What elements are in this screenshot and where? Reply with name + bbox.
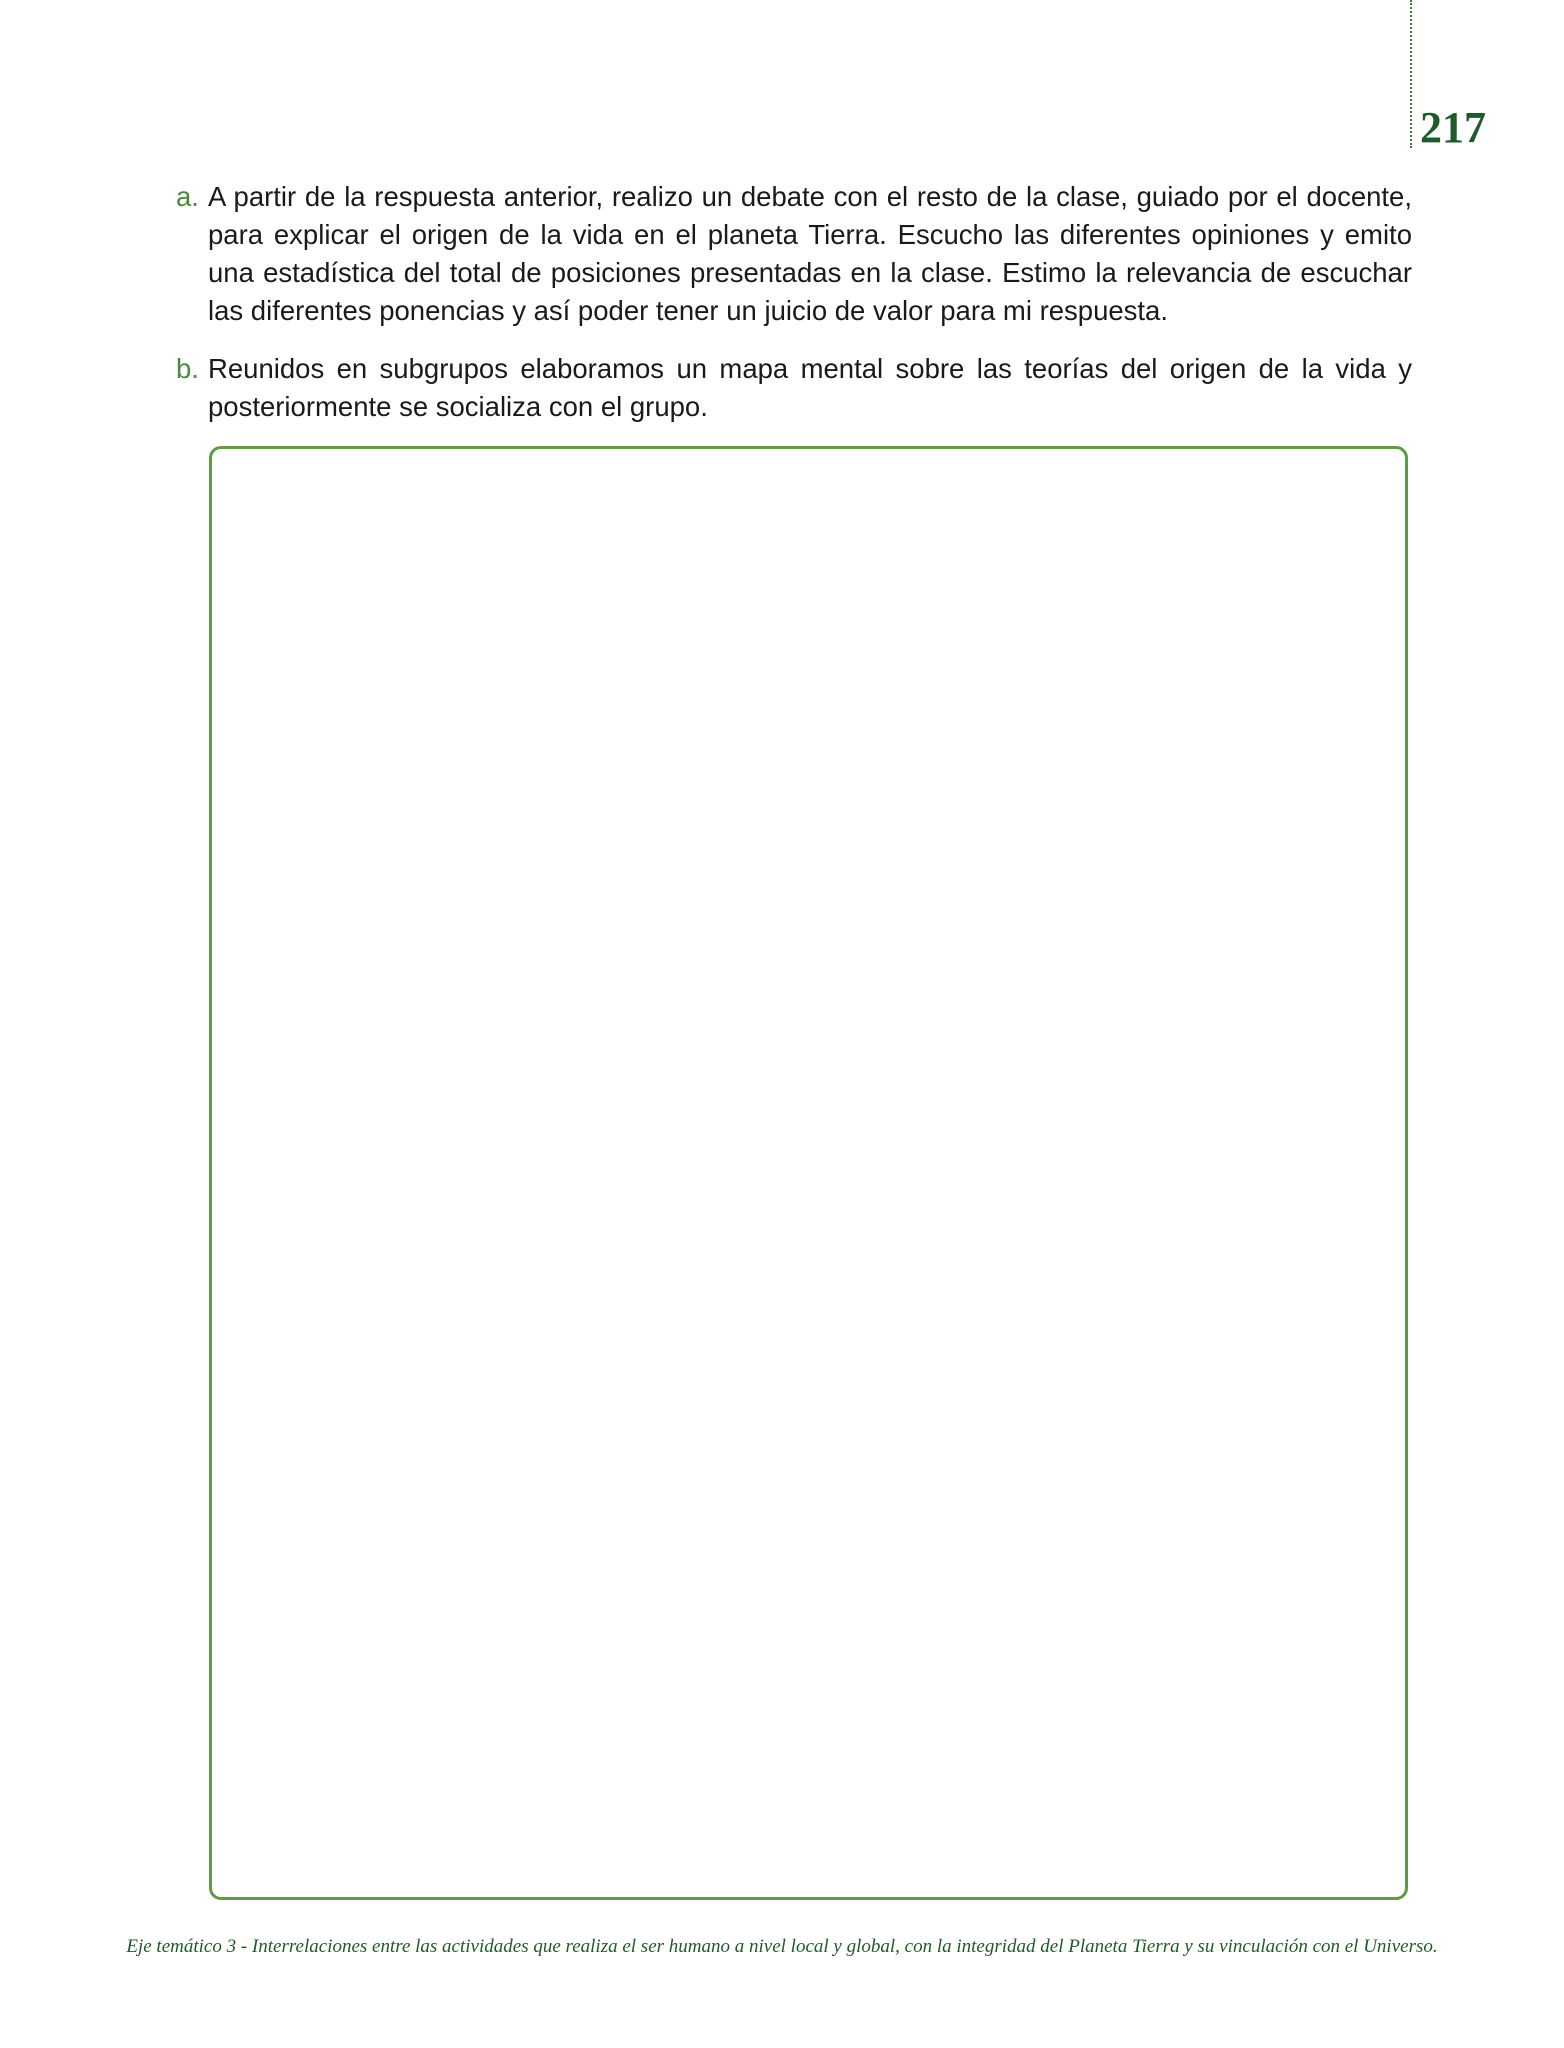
footer-caption: Eje temático 3 - Interrelaciones entre las actividades que realiza el ser humano a nivel local y global, con la integridad del Planeta Tierra y su vinculación con el Universo. <box>126 1936 1438 1957</box>
page-number: 217 <box>1420 103 1486 152</box>
question-a <box>176 178 1412 330</box>
question-list <box>176 178 1412 446</box>
header-dotted-rule <box>1410 0 1412 148</box>
question-letter: b. <box>176 353 199 384</box>
question-text: A partir de la respuesta anterior, realizo un debate con el resto de la clase, guiado por el docente, para explicar el origen de la vida en el planeta Tierra. Escucho las diferentes opiniones y emito una estadística del total de posiciones presentadas en la clase. Estimo la relevancia de escuchar las diferentes ponencias y así poder tener un juicio de valor para mi respuesta. <box>208 181 1412 326</box>
question-text: Reunidos en subgrupos elaboramos un mapa mental sobre las teorías del origen de la vida y posteriormente se socializa con el grupo. <box>208 353 1412 422</box>
answer-box[interactable] <box>209 446 1408 1900</box>
question-letter: a. <box>176 181 199 212</box>
question-b <box>176 350 1412 426</box>
